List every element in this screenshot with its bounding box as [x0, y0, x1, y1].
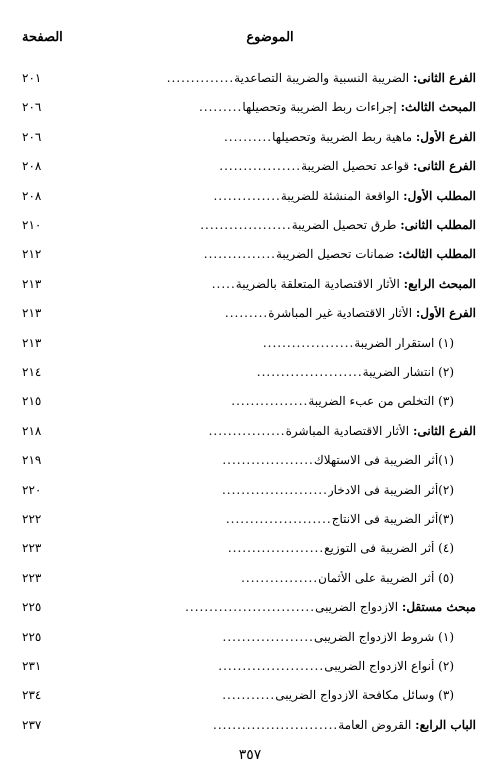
toc-leader-dots: .............. [166, 71, 235, 85]
toc-entry [22, 567, 476, 589]
toc-entry-label: المطلب الأول: [403, 189, 476, 203]
toc-entry-text: (٢) انتشار الضريبة [362, 365, 454, 379]
toc-entry [22, 332, 476, 354]
toc-leader-dots: ................ [241, 571, 319, 585]
page-column-header: الصفحة [22, 30, 63, 45]
toc-leader-dots: ...................... [218, 659, 325, 673]
toc-entry [22, 67, 476, 89]
toc-entry [22, 243, 476, 265]
toc-entry-label: مبحث مستقل: [401, 600, 476, 614]
toc-entry-text: الواقعة المنشئة للضريبة [280, 189, 400, 203]
toc-entry-text: (٢) أنواع الازدواج الضريبى [324, 659, 454, 673]
toc-entry-label: الفرع الثانى: [412, 159, 476, 173]
toc-entry-label: المطلب الثالث: [398, 247, 476, 261]
toc-leader-dots: ......... [224, 306, 269, 320]
toc-entry-title [354, 336, 476, 350]
toc-entry-page: ٢٢٥ [22, 630, 42, 644]
toc-entry-text: (٣) التخلص من عبء الضريبة [308, 394, 454, 408]
toc-entry [22, 714, 476, 736]
toc-entry [22, 155, 476, 177]
toc-entry-title [314, 630, 476, 644]
toc-entry-page: ٢١٥ [22, 394, 42, 408]
toc-entry-page: ٢٢٣ [22, 541, 42, 555]
toc-entry-page: ٢٢٢ [22, 512, 42, 526]
toc-entry-title [234, 71, 476, 85]
toc-entry-title [272, 130, 476, 144]
toc-entry-label: الفرع الأول: [415, 306, 476, 320]
toc-entry-text: (١) شروط الازدواج الضريبى [313, 630, 454, 644]
toc-entry [22, 537, 476, 559]
toc-entry-page: ٢٠٦ [22, 130, 42, 144]
toc-entry [22, 626, 476, 648]
toc-leader-dots: ................... [200, 218, 292, 232]
toc-entry-page: ٢٢٣ [22, 571, 42, 585]
toc-leader-dots: ........................... [185, 600, 316, 614]
toc-entry [22, 684, 476, 706]
toc-entry-label: المبحث الثالث: [400, 100, 476, 114]
toc-entry-page: ٢١٨ [22, 424, 42, 438]
toc-leader-dots: ...................... [256, 365, 363, 379]
toc-entry-page: ٢١٩ [22, 453, 42, 467]
toc-leader-dots: ................... [222, 453, 314, 467]
toc-leader-dots: .......................... [213, 718, 339, 732]
toc-entry [22, 449, 476, 471]
toc-entry-page: ٢١٣ [22, 336, 42, 350]
toc-entry [22, 302, 476, 324]
toc-leader-dots: ................. [219, 159, 302, 173]
toc-entry-title [315, 600, 476, 614]
toc-entry-title [363, 365, 476, 379]
toc-entry-label: المطلب الثانى: [400, 218, 476, 232]
toc-entry-text: (٣)أثر الضريبة فى الانتاج [331, 512, 454, 526]
toc-entry-page: ٢٣١ [22, 659, 42, 673]
toc-leader-dots: ................ [208, 424, 286, 438]
toc-entry-title [286, 424, 476, 438]
toc-entry-text: الأثار الاقتصادية المتعلقة بالضريبة [235, 277, 400, 291]
toc-entry [22, 596, 476, 618]
toc-entry-title [308, 394, 476, 408]
toc-entry-text: طرق تحصيل الضريبة [291, 218, 397, 232]
toc-entry-text: قواعد تحصيل الضريبة [301, 159, 410, 173]
toc-entry-text: الأثار الاقتصادية غير المباشرة [268, 306, 413, 320]
toc-leader-dots: .............. [213, 189, 281, 203]
toc-entry-text: (٣) وسائل مكافحة الازدواج الضريبى [275, 688, 454, 702]
toc-entry-page: ٢١٢ [22, 247, 42, 261]
toc-entry-page: ٢٣٧ [22, 718, 42, 732]
toc-entry-title [276, 247, 476, 261]
toc-entry [22, 390, 476, 412]
toc-entry-title [314, 453, 476, 467]
toc-entry-text: (٤) أثر الضريبة فى التوزيع [324, 541, 454, 555]
toc-entry-label: الفرع الثانى: [412, 424, 476, 438]
toc-entry-title [324, 541, 476, 555]
toc-entry [22, 126, 476, 148]
toc-entry-text: الضريبة النسبية والضريبة التصاعدية [234, 71, 410, 85]
toc-entry-page: ٢١٣ [22, 306, 42, 320]
toc-entry-title [324, 659, 476, 673]
topic-column-header: الموضوع [246, 30, 294, 45]
toc-entry-text: (١) استقرار الضريبة [354, 336, 454, 350]
toc-entry-page: ٢٠٦ [22, 100, 42, 114]
toc-leader-dots: ......... [198, 100, 243, 114]
toc-leader-dots: ..... [211, 277, 236, 291]
toc-entry-page: ٢١٠ [22, 218, 42, 232]
toc-entry [22, 185, 476, 207]
toc-entry [22, 214, 476, 236]
toc-entry-page: ٢٠٨ [22, 189, 42, 203]
toc-entry-label: المبحث الرابع: [403, 277, 476, 291]
toc-entry-page: ٢١٣ [22, 277, 42, 291]
toc-entry-label: الفرع الأول: [415, 130, 476, 144]
toc-entry-title [268, 306, 476, 320]
toc-entry-title [328, 483, 476, 497]
toc-entry-title [292, 218, 476, 232]
toc-entry-text: القروض العامة [338, 718, 412, 732]
toc-leader-dots: ...................... [225, 512, 332, 526]
toc-entry-page: ٢١٤ [22, 365, 42, 379]
toc-entry [22, 655, 476, 677]
toc-entry-page: ٢٢٥ [22, 600, 42, 614]
toc-entry [22, 420, 476, 442]
toc-entry-label: الفرع الثانى: [412, 71, 476, 85]
toc-entry [22, 273, 476, 295]
toc-entry [22, 508, 476, 530]
toc-entry-title [275, 688, 476, 702]
toc-leader-dots: ................ [231, 394, 309, 408]
toc-entry-text: (١)أثر الضريبة فى الاستهلاك [313, 453, 454, 467]
page-number: ٣٥٧ [238, 747, 262, 763]
toc-leader-dots: .................... [227, 541, 325, 555]
toc-entry-page: ٢٠٨ [22, 159, 42, 173]
toc-entry [22, 96, 476, 118]
toc-entry-text: ضمانات تحصيل الضريبة [276, 247, 395, 261]
toc-leader-dots: ................... [222, 630, 314, 644]
toc-entry-text: إجراءات ربط الضريبة وتحصيلها [242, 100, 397, 114]
toc-entry-title [236, 277, 476, 291]
toc-entry-text: الازدواج الضريبى [315, 600, 399, 614]
toc-leader-dots: .......... [223, 130, 273, 144]
toc-entry-text: (٢)أثر الضريبة فى الادخار [327, 483, 454, 497]
toc-entry [22, 479, 476, 501]
toc-leader-dots: ............... [203, 247, 276, 261]
toc-entry-title [242, 100, 476, 114]
toc-leader-dots: ........... [222, 688, 276, 702]
toc-entry-text: (٥) أثر الضريبة على الأثمان [318, 571, 454, 585]
toc-entry [22, 361, 476, 383]
toc-entry-page: ٢٢٠ [22, 483, 42, 497]
toc-entry-text: ماهية ربط الضريبة وتحصيلها [272, 130, 413, 144]
toc-entry-title [318, 571, 476, 585]
toc-entry-title [332, 512, 476, 526]
toc-leader-dots: ...................... [221, 483, 328, 497]
toc-entry-page: ٢٣٤ [22, 688, 42, 702]
toc-entry-title [281, 189, 476, 203]
toc-entry-title [338, 718, 476, 732]
toc-entry-text: الأثار الاقتصادية المباشرة [285, 424, 410, 438]
toc-leader-dots: ................... [262, 336, 355, 350]
toc-entry-title [301, 159, 476, 173]
toc-entry-label: الباب الرابع: [415, 718, 476, 732]
toc-entry-page: ٢٠١ [22, 71, 42, 85]
